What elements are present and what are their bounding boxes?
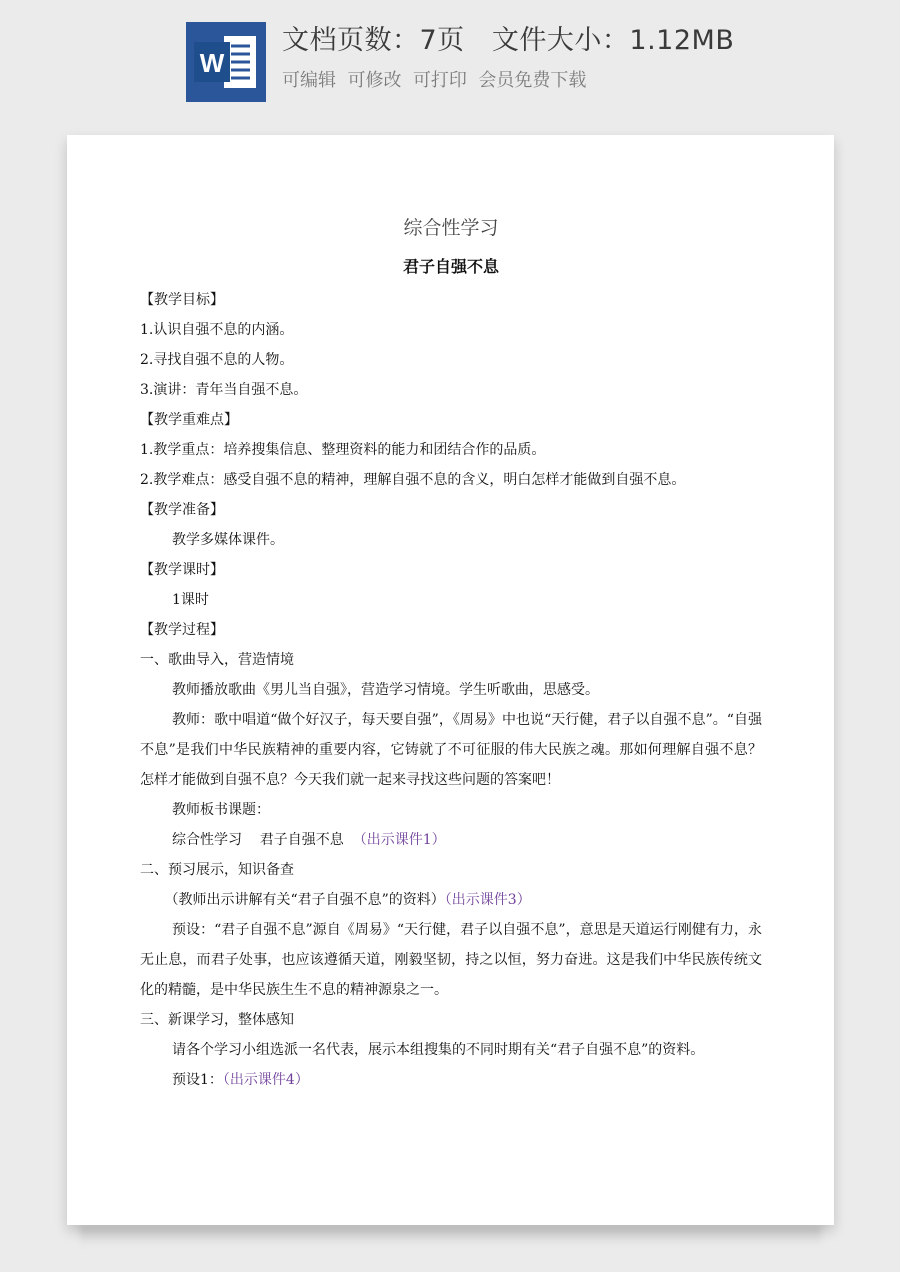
paragraph bbox=[140, 615, 762, 645]
courseware-reference: （出示课件4） bbox=[222, 1072, 309, 1088]
paragraph-text: 【教学过程】 bbox=[140, 622, 224, 638]
document-subtitle: 君子自强不息 bbox=[402, 257, 499, 276]
paragraph bbox=[140, 315, 762, 345]
document-page bbox=[67, 135, 834, 1225]
paragraph-text: 1.认识自强不息的内涵。 bbox=[140, 322, 294, 338]
paragraph-text: 【教学准备】 bbox=[140, 502, 224, 518]
paragraph bbox=[140, 1065, 762, 1095]
paragraph bbox=[140, 1035, 762, 1065]
paragraph-text: 【教学目标】 bbox=[140, 292, 224, 308]
paragraph bbox=[140, 1005, 762, 1035]
paragraph bbox=[140, 675, 762, 705]
paragraph-text: 综合性学习 君子自强不息 bbox=[172, 832, 353, 848]
paragraph bbox=[140, 855, 762, 885]
paragraph-text: 教师板书课题： bbox=[172, 802, 270, 818]
paragraph bbox=[140, 285, 762, 315]
banner-title: 文档页数：7页 文件大小：1.12MB bbox=[282, 25, 735, 56]
paragraph bbox=[140, 795, 762, 825]
paragraph-text: 2.寻找自强不息的人物。 bbox=[140, 352, 294, 368]
paragraph bbox=[140, 435, 762, 465]
paragraph-text: 预设：“君子自强不息”源自《周易》“天行健，君子以自强不息”，意思是天道运行刚健有力，永无止息，而君子处事，也应该遵循天道，刚毅坚韧，持之以恒，努力奋进。这是我们中华民族传统文化的精髓，是中华民族生生不息的精神源泉之一。 bbox=[140, 922, 762, 998]
paragraph bbox=[140, 405, 762, 435]
paragraph-text: 3.演讲：青年当自强不息。 bbox=[140, 382, 308, 398]
banner-subtitle: 可编辑 可修改 可打印 会员免费下载 bbox=[282, 70, 587, 91]
document-body bbox=[140, 209, 762, 1095]
paragraph bbox=[140, 645, 762, 675]
word-icon bbox=[186, 22, 266, 102]
paragraph bbox=[140, 345, 762, 375]
paragraph-text: 【教学课时】 bbox=[140, 562, 224, 578]
word-icon-letter: W bbox=[199, 48, 225, 78]
courseware-reference: （出示课件3） bbox=[444, 892, 531, 908]
paragraph-text: 二、预习展示，知识备查 bbox=[140, 862, 294, 878]
paragraph bbox=[140, 465, 762, 495]
document-title: 综合性学习 bbox=[403, 217, 499, 239]
paragraph-text: 教师播放歌曲《男儿当自强》，营造学习情境。学生听歌曲，思感受。 bbox=[172, 682, 599, 698]
paragraph-text: 预设1： bbox=[172, 1072, 223, 1088]
courseware-reference: （出示课件1） bbox=[352, 832, 446, 848]
paragraph-text: 教学多媒体课件。 bbox=[172, 532, 284, 548]
paragraph bbox=[140, 825, 762, 855]
paragraph-text: 请各个学习小组选派一名代表，展示本组搜集的不同时期有关“君子自强不息”的资料。 bbox=[172, 1042, 705, 1058]
paragraph bbox=[140, 915, 762, 1005]
paragraph-text: （教师出示讲解有关“君子自强不息”的资料） bbox=[160, 892, 445, 908]
paragraph bbox=[140, 885, 762, 915]
paragraph bbox=[140, 495, 762, 525]
paragraph-text: 1课时 bbox=[172, 592, 209, 608]
page-shadow bbox=[80, 1226, 821, 1246]
paragraph bbox=[140, 555, 762, 585]
paragraph bbox=[140, 375, 762, 405]
paragraph-text: 教师：歌中唱道“做个好汉子，每天要自强”，《周易》中也说“天行健，君子以自强不息”。“自强不息”是我们中华民族精神的重要内容，它铸就了不可征服的伟大民族之魂。那如何理解自强不息？怎样才能做到自强不息？今天我们就一起来寻找这些问题的答案吧！ bbox=[140, 712, 762, 788]
paragraph-text: 三、新课学习，整体感知 bbox=[140, 1012, 294, 1028]
paragraph bbox=[140, 525, 762, 555]
paragraph-text: 【教学重难点】 bbox=[140, 412, 238, 428]
paragraph-text: 2.教学难点：感受自强不息的精神，理解自强不息的含义，明白怎样才能做到自强不息。 bbox=[140, 472, 686, 488]
paragraph-text: 1.教学重点：培养搜集信息、整理资料的能力和团结合作的品质。 bbox=[140, 442, 546, 458]
paragraph bbox=[140, 705, 762, 795]
paragraph-text: 一、歌曲导入，营造情境 bbox=[140, 652, 294, 668]
download-banner bbox=[0, 0, 900, 130]
paragraph bbox=[140, 585, 762, 615]
paragraph-list bbox=[140, 285, 762, 1095]
